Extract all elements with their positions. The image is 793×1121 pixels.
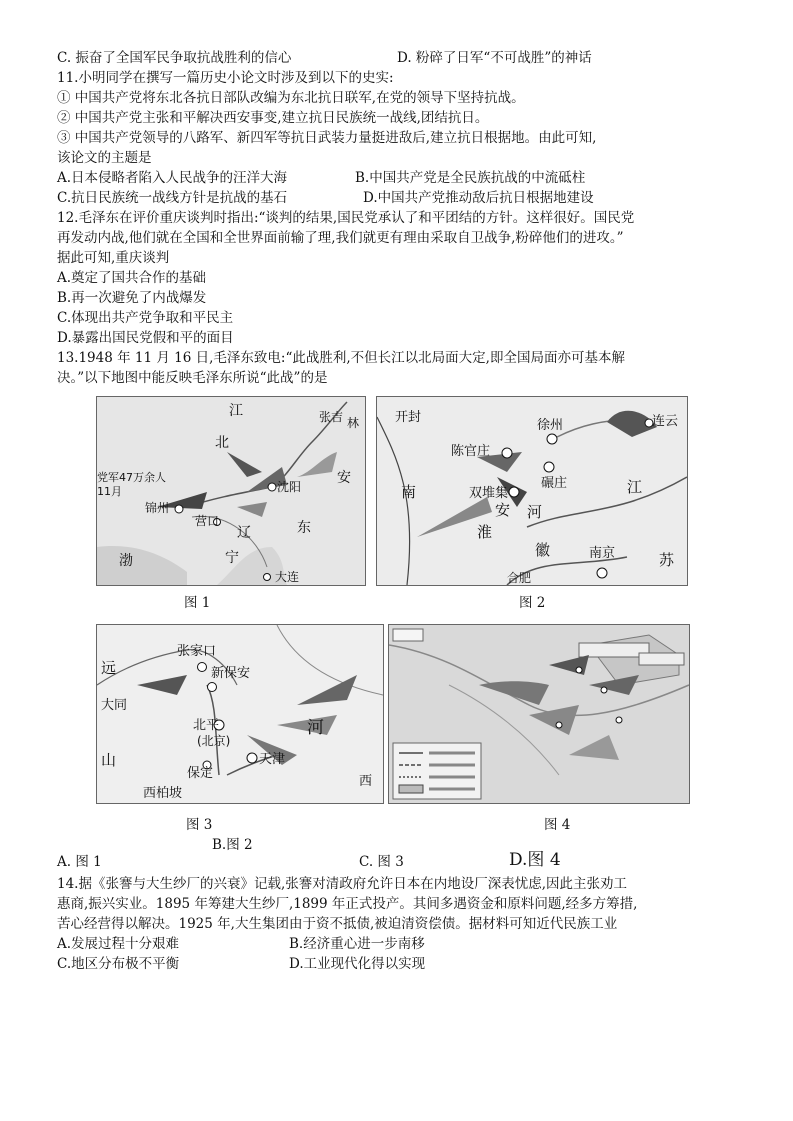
map3-label-xibaipo: 西柏坡	[143, 786, 183, 801]
map3-label-baoding: 保定	[187, 766, 214, 781]
q14-stem-3: 苦心经营得以解决。1925 年,大生集团由于资不抵债,被迫清资偿债。据材料可知近代民族工业	[57, 916, 618, 932]
map2-label-chenguanzhuang: 陈官庄	[451, 444, 491, 459]
map1-label-jiang: 江	[229, 403, 243, 419]
map3-label-xi: 西	[359, 774, 373, 789]
map-1-liaoshen[interactable]	[96, 396, 366, 586]
map1-label-ning: 宁	[225, 550, 239, 566]
q12-stem-1: 12.毛泽东在评价重庆谈判时指出:“谈判的结果,国民党承认了和平团结的方针。这样很好。国民党	[57, 210, 635, 226]
map2-label-he: 河	[527, 503, 543, 521]
map3-label-yuan: 远	[101, 659, 117, 677]
map2-label-hui: 徽	[535, 541, 551, 559]
q11-stem-2: 该论文的主题是	[57, 150, 152, 166]
map1-label-lin: 林	[347, 416, 360, 430]
q14-option-c[interactable]: C.地区分布极不平衡	[57, 956, 180, 972]
map3-label-xinbaoan: 新保安	[211, 666, 251, 681]
map1-label-shenyang: 沈阳	[277, 480, 302, 494]
map1-label-bei: 北	[215, 435, 229, 451]
map1-label-yingkou: 营口	[195, 514, 220, 528]
map2-label-jiang: 江	[627, 478, 643, 496]
map1-label-zhangji: 张吉	[319, 410, 344, 424]
map2-label-xuzhou: 徐州	[537, 418, 564, 433]
q12-stem-3: 据此可知,重庆谈判	[57, 250, 170, 266]
map1-label-army: 党军47万余人	[97, 471, 166, 484]
map-3-pingjin[interactable]	[96, 624, 384, 804]
map2-label-kaifeng: 开封	[395, 410, 422, 425]
q12-option-d[interactable]: D.暴露出国民党假和平的面目	[57, 330, 234, 346]
map2-label-shuangduiji: 双堆集	[469, 486, 509, 501]
q10-option-c[interactable]: C. 振奋了全国军民争取抗战胜利的信心	[57, 50, 292, 66]
q13-option-d[interactable]: D.图 4	[509, 850, 561, 870]
map2-label-nianzhuang: 碾庄	[541, 476, 568, 491]
map2-label-an: 安	[495, 501, 511, 519]
q11-option-a[interactable]: A.日本侵略者陷入人民战争的汪洋大海	[57, 170, 288, 186]
q13-stem-2: 决。”以下地图中能反映毛泽东所说“此战”的是	[57, 370, 328, 386]
q14-stem-1: 14.据《张謇与大生纱厂的兴衰》记载,张謇对清政府允许日本在内地设厂深表忧虑,因此主张劝工	[57, 876, 628, 892]
q14-option-b[interactable]: B.经济重心进一步南移	[289, 936, 425, 952]
map1-label-dalian: 大连	[275, 570, 300, 584]
map3-label-shan: 山	[101, 751, 117, 769]
q13-stem-1: 13.1948 年 11 月 16 日,毛泽东致电:“此战胜利,不但长江以北局面大定,即全国局面亦可基本解	[57, 350, 625, 366]
q12-option-b[interactable]: B.再一次避免了内战爆发	[57, 290, 207, 306]
map3-label-beiping: 北平	[193, 718, 220, 733]
q13-option-a[interactable]: A. 图 1	[57, 854, 102, 870]
q11-option-d[interactable]: D.中国共产党推动敌后抗日根据地建设	[363, 190, 594, 206]
map1-label-dong: 东	[297, 520, 311, 536]
map2-label-lianyun: 连云	[652, 414, 679, 429]
map3-label-datong: 大同	[101, 698, 128, 713]
q11-item-1: ① 中国共产党将东北各抗日部队改编为东北抗日联军,在党的领导下坚持抗战。	[57, 90, 525, 106]
q11-option-c[interactable]: C.抗日民族统一战线方针是抗战的基石	[57, 190, 288, 206]
q13-extra-b-label: B.图 2	[212, 837, 253, 853]
q13-option-c[interactable]: C. 图 3	[359, 854, 404, 870]
map2-label-su: 苏	[659, 551, 675, 569]
map3-label-tianjin: 天津	[259, 752, 286, 767]
map2-label-huai: 淮	[477, 523, 493, 541]
map-2-huaihai[interactable]	[376, 396, 688, 586]
q11-stem: 11.小明同学在撰写一篇历史小论文时涉及到以下的史实:	[57, 70, 394, 86]
map-4-caption: 图 4	[544, 817, 571, 833]
q14-stem-2: 惠商,振兴实业。1895 年筹建大生纱厂,1899 年正式投产。其间多遇资金和原料问题,经多方筹措,	[57, 896, 638, 912]
q14-option-a[interactable]: A.发展过程十分艰难	[57, 936, 180, 952]
q11-option-b[interactable]: B.中国共产党是全民族抗战的中流砥柱	[355, 170, 586, 186]
map-2-caption: 图 2	[519, 595, 546, 611]
q12-option-a[interactable]: A.奠定了国共合作的基础	[57, 270, 207, 286]
map1-label-bo: 渤	[119, 553, 133, 569]
map3-label-zhangjiakou: 张家口	[177, 644, 217, 659]
map1-label-jinzhou: 锦州	[145, 501, 170, 515]
q14-option-d[interactable]: D.工业现代化得以实现	[289, 956, 426, 972]
map3-label-beijing: (北京)	[197, 734, 231, 748]
q11-item-3: ③ 中国共产党领导的八路军、新四军等抗日武装力量挺进敌后,建立抗日根据地。由此可知,	[57, 130, 597, 146]
q12-option-c[interactable]: C.体现出共产党争取和平民主	[57, 310, 234, 326]
q10-option-d[interactable]: D. 粉碎了日军“不可战胜”的神话	[397, 50, 592, 66]
map3-label-he: 河	[307, 718, 324, 738]
map-4-crossing[interactable]	[388, 624, 690, 804]
map1-label-an: 安	[337, 470, 351, 486]
map1-label-liao: 辽	[237, 525, 251, 541]
map1-label-month: 11月	[97, 485, 122, 498]
map2-label-nanjing: 南京	[589, 546, 616, 561]
map2-label-nan: 南	[401, 483, 417, 501]
q12-stem-2: 再发动内战,他们就在全国和全世界面前输了理,我们就更有理由采取自卫战争,粉碎他们的进攻。”	[57, 230, 624, 246]
q11-item-2: ② 中国共产党主张和平解决西安事变,建立抗日民族统一战线,团结抗日。	[57, 110, 489, 126]
map2-label-hefei: 合肥	[507, 571, 532, 585]
map-1-caption: 图 1	[184, 595, 211, 611]
map-3-caption: 图 3	[186, 817, 213, 833]
